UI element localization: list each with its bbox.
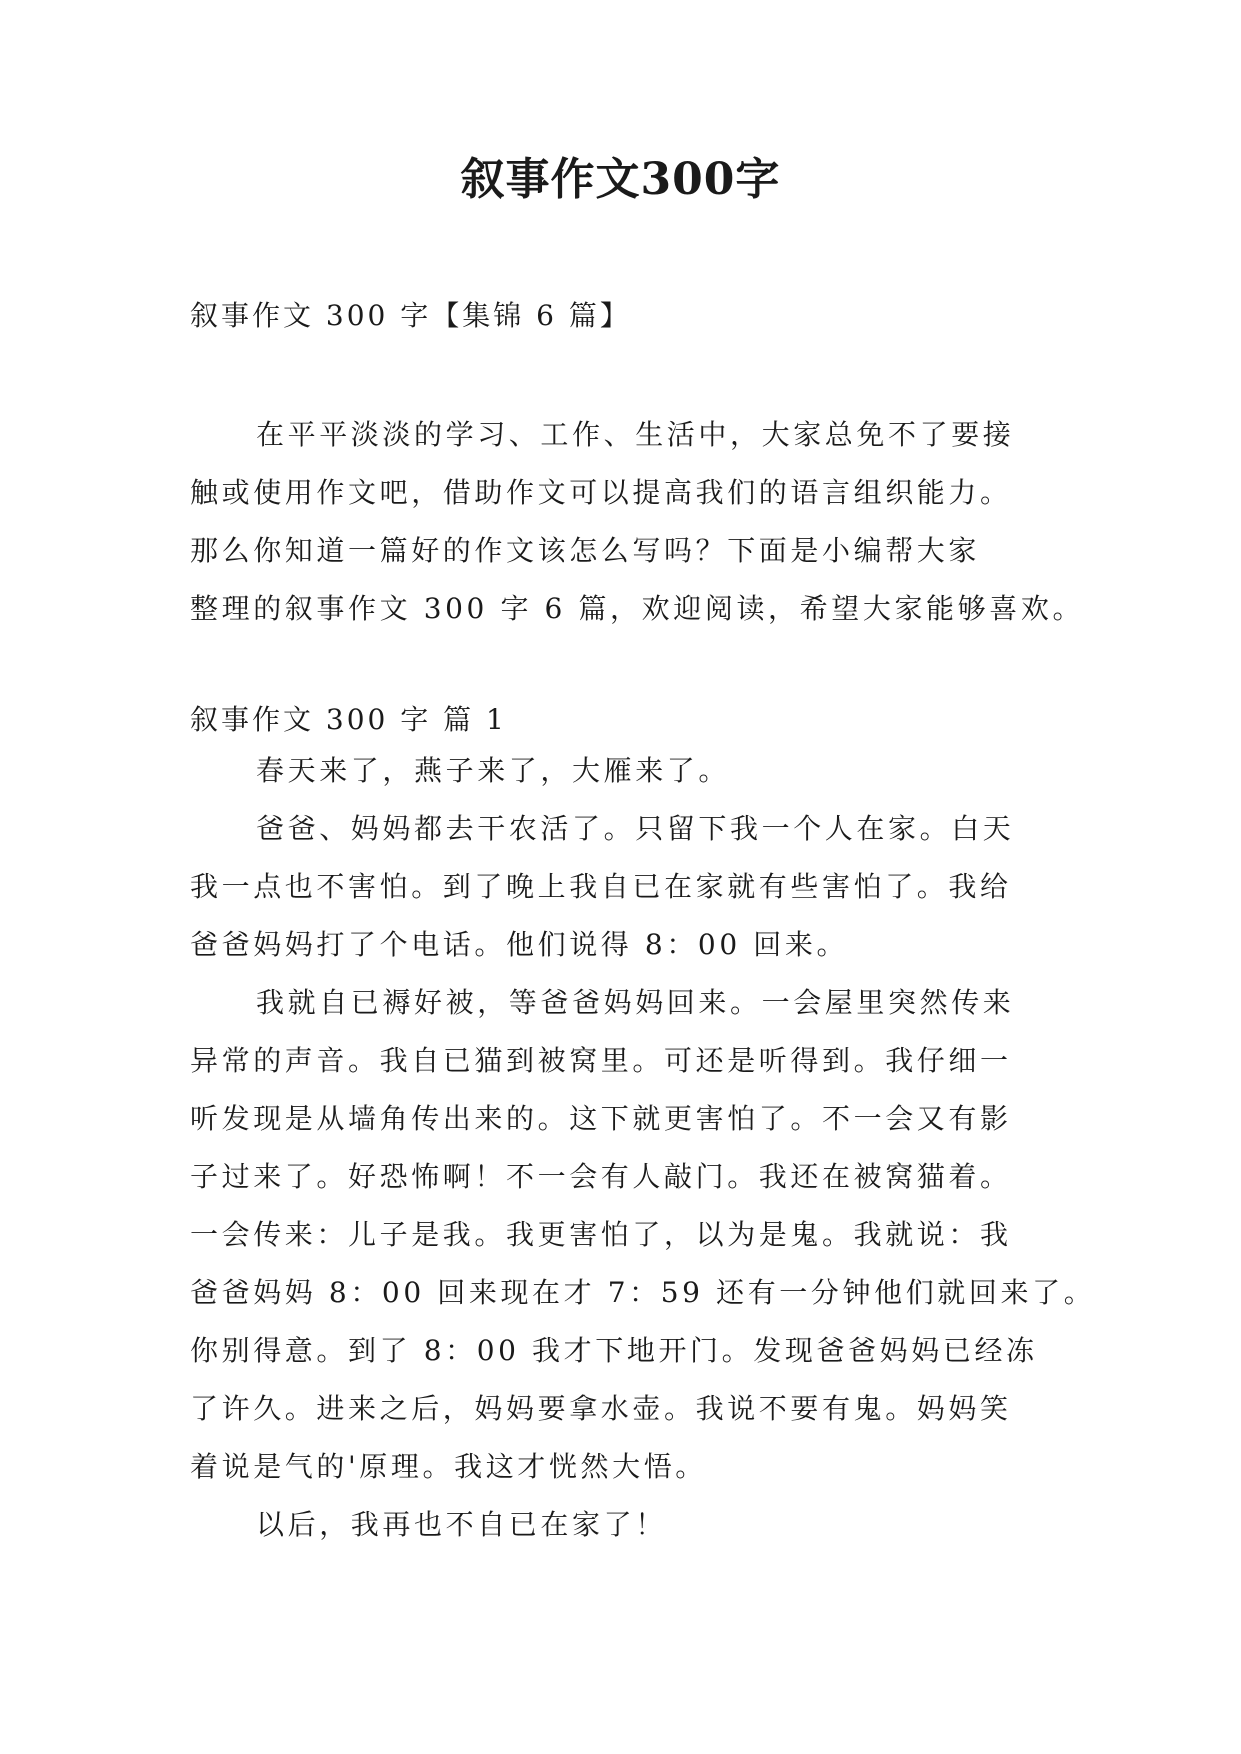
- intro-line: 在平平淡淡的学习、工作、生活中，大家总免不了要接: [256, 418, 1015, 451]
- paragraph-line: 爸爸、妈妈都去干农活了。只留下我一个人在家。白天: [256, 812, 1015, 845]
- paragraph-line: 爸爸妈妈打了个电话。他们说得 8：00 回来。: [190, 928, 849, 961]
- paragraph-line: 子过来了。好恐怖啊！不一会有人敲门。我还在被窝猫着。: [190, 1160, 1012, 1193]
- document-subtitle: 叙事作文 300 字【集锦 6 篇】: [190, 299, 631, 332]
- paragraph-line: 我一点也不害怕。到了晚上我自已在家就有些害怕了。我给: [190, 870, 1012, 903]
- intro-line: 整理的叙事作文 300 字 6 篇，欢迎阅读，希望大家能够喜欢。: [190, 592, 1085, 625]
- paragraph-line: 春天来了，燕子来了，大雁来了。: [256, 754, 731, 787]
- section-heading: 叙事作文 300 字 篇 1: [190, 703, 507, 736]
- paragraph-line: 一会传来：儿子是我。我更害怕了，以为是鬼。我就说：我: [190, 1218, 1012, 1251]
- intro-line: 触或使用作文吧，借助作文可以提高我们的语言组织能力。: [190, 476, 1012, 509]
- paragraph-4: [190, 1496, 1070, 1554]
- intro-paragraph: [190, 406, 1085, 638]
- paragraph-line: 着说是气的'原理。我这才恍然大悟。: [190, 1450, 707, 1483]
- document-title: 叙事作文300字: [460, 154, 781, 205]
- paragraph-line: 了许久。进来之后，妈妈要拿水壶。我说不要有鬼。妈妈笑: [190, 1392, 1012, 1425]
- paragraph-line: 听发现是从墙角传出来的。这下就更害怕了。不一会又有影: [190, 1102, 1012, 1135]
- paragraph-line: 我就自已褥好被，等爸爸妈妈回来。一会屋里突然传来: [256, 986, 1015, 1019]
- paragraph-3: [190, 974, 1096, 1496]
- paragraph-1: [190, 742, 1070, 800]
- paragraph-line: 异常的声音。我自已猫到被窝里。可还是听得到。我仔细一: [190, 1044, 1012, 1077]
- paragraph-line: 爸爸妈妈 8：00 回来现在才 7：59 还有一分钟他们就回来了。: [190, 1276, 1096, 1309]
- intro-line: 那么你知道一篇好的作文该怎么写吗？下面是小编帮大家: [190, 534, 981, 567]
- paragraph-line: 你别得意。到了 8：00 我才下地开门。发现爸爸妈妈已经冻: [190, 1334, 1038, 1367]
- paragraph-line: 以后，我再也不自已在家了！: [256, 1508, 667, 1541]
- paragraph-2: [190, 800, 1070, 974]
